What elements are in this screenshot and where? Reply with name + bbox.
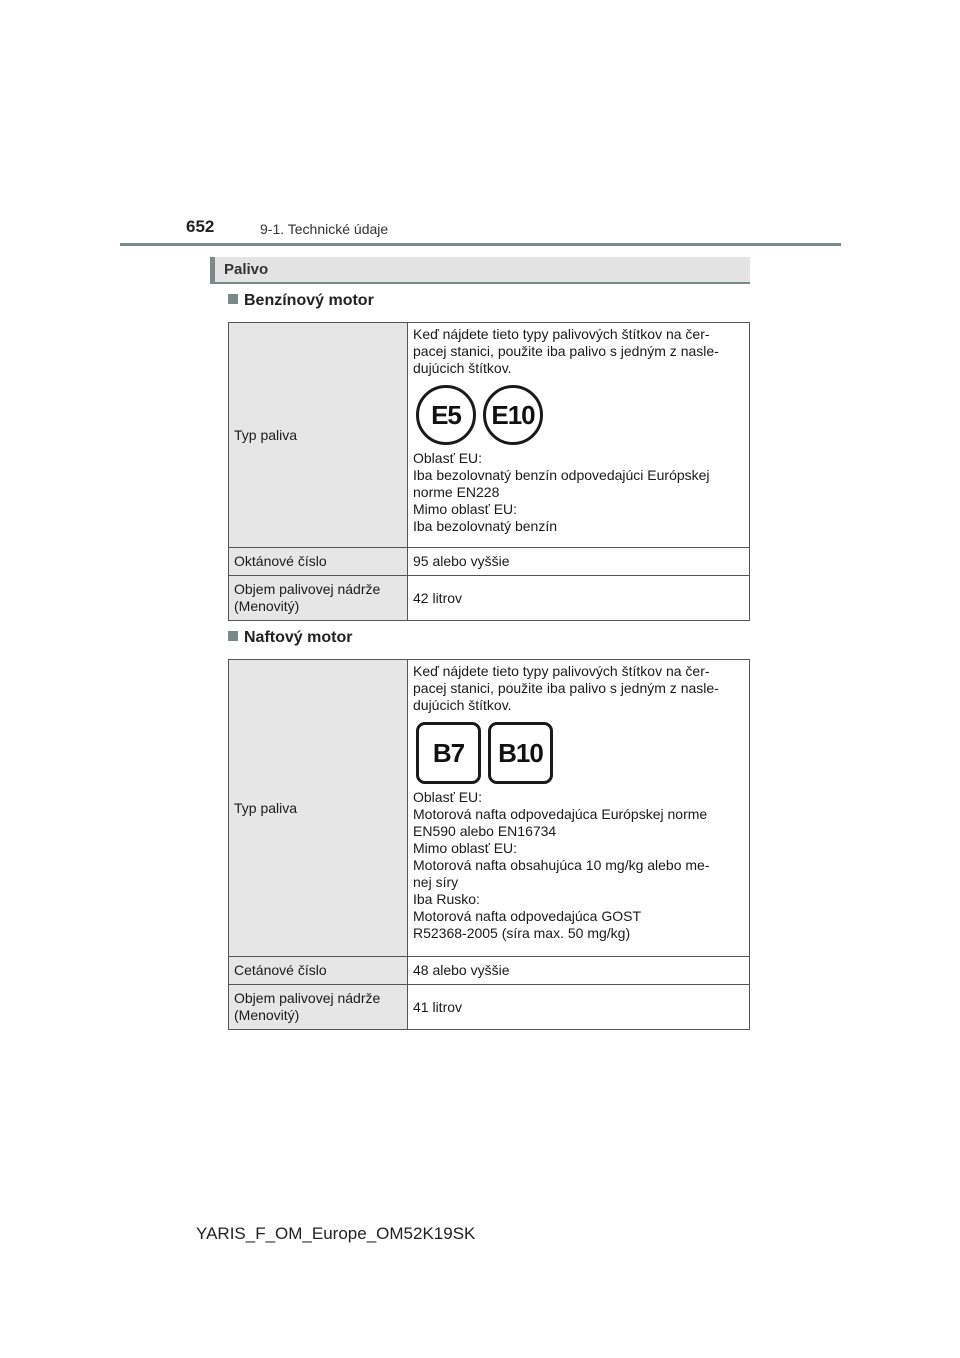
- octane-value: 95 alebo vyššie: [408, 548, 750, 576]
- tank-label: [229, 576, 408, 621]
- tank-label: [229, 985, 408, 1030]
- intro-line: dujúcich štítkov.: [413, 697, 512, 713]
- note-line: Motorová nafta odpovedajúca Európskej norme: [413, 806, 708, 822]
- petrol-heading: [228, 292, 374, 310]
- tank-label-line: Objem palivovej nádrže: [234, 581, 381, 597]
- cetane-value: 48 alebo vyššie: [408, 957, 750, 985]
- fuel-labels: [416, 722, 745, 784]
- intro-line: dujúcich štítkov.: [413, 360, 512, 376]
- tank-value: 41 litrov: [408, 985, 750, 1030]
- chapter-title: 9-1. Technické údaje: [260, 221, 389, 237]
- note-line: Iba Rusko:: [413, 891, 480, 907]
- petrol-spec-table: [228, 322, 750, 621]
- note-line: nej síry: [413, 874, 459, 890]
- fuel-labels: [416, 385, 745, 445]
- note-line: norme EN228: [413, 484, 500, 500]
- fuel-label-b10-icon: B10: [488, 722, 553, 784]
- tank-label-line: Objem palivovej nádrže: [234, 990, 381, 1006]
- diesel-heading-text: Naftový motor: [244, 629, 353, 646]
- fuel-type-label: Typ paliva: [229, 323, 408, 548]
- intro-line: pacej stanici, použite iba palivo s jedným z nasle-: [413, 343, 719, 359]
- page-number: 652: [186, 217, 215, 236]
- intro-line: pacej stanici, použite iba palivo s jedným z nasle-: [413, 680, 719, 696]
- intro-line: Keď nájdete tieto typy palivových štítkov na čer-: [413, 663, 710, 679]
- note-line: Oblasť EU:: [413, 789, 483, 805]
- octane-label: Oktánové číslo: [229, 548, 408, 576]
- table-row: [229, 323, 750, 548]
- table-row: [229, 985, 750, 1030]
- note-line: Motorová nafta odpovedajúca GOST: [413, 908, 642, 924]
- section-marker: [210, 257, 215, 282]
- petrol-heading-text: Benzínový motor: [244, 292, 374, 309]
- table-row: [229, 576, 750, 621]
- table-row: [229, 548, 750, 576]
- note-line: EN590 alebo EN16734: [413, 823, 557, 839]
- diesel-heading: [228, 629, 352, 647]
- table-row: [229, 660, 750, 957]
- tank-label-line: (Menovitý): [234, 1007, 300, 1023]
- note-line: R52368-2005 (síra max. 50 mg/kg): [413, 925, 631, 941]
- fuel-label-e5-icon: E5: [416, 385, 476, 445]
- note-line: Oblasť EU:: [413, 450, 483, 466]
- fuel-type-label: Typ paliva: [229, 660, 408, 957]
- square-bullet-icon: [228, 631, 238, 641]
- table-row: [229, 957, 750, 985]
- fuel-type-value: [408, 323, 750, 548]
- fuel-label-b7-icon: B7: [416, 722, 481, 784]
- note-line: Motorová nafta obsahujúca 10 mg/kg alebo me-: [413, 857, 710, 873]
- footer-doc-id: YARIS_F_OM_Europe_OM52K19SK: [196, 1224, 476, 1243]
- note-line: Mimo oblasť EU:: [413, 840, 518, 856]
- fuel-label-e10-icon: E10: [483, 385, 543, 445]
- intro-line: Keď nájdete tieto typy palivových štítkov na čer-: [413, 326, 710, 342]
- fuel-type-value: [408, 660, 750, 957]
- square-bullet-icon: [228, 294, 238, 304]
- note-line: Iba bezolovnatý benzín: [413, 518, 557, 534]
- header-rule: [120, 243, 841, 246]
- section-title: Palivo: [224, 261, 269, 278]
- note-line: Iba bezolovnatý benzín odpovedajúci Európskej: [413, 467, 710, 483]
- tank-label-line: (Menovitý): [234, 598, 300, 614]
- note-line: Mimo oblasť EU:: [413, 501, 518, 517]
- section-bar: [210, 257, 750, 284]
- tank-value: 42 litrov: [408, 576, 750, 621]
- cetane-label: Cetánové číslo: [229, 957, 408, 985]
- diesel-spec-table: [228, 659, 750, 1030]
